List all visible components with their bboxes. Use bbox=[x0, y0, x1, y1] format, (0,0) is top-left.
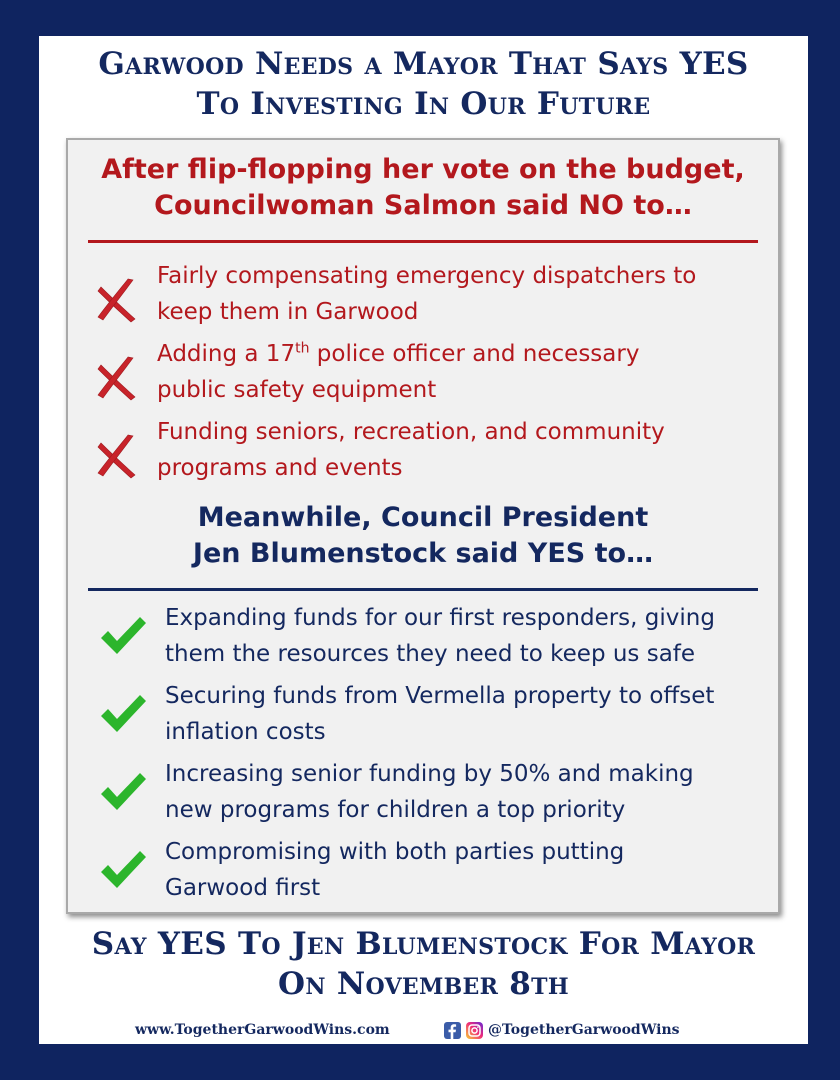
salmon-heading-line2: Councilwoman Salmon said NO to… bbox=[154, 190, 692, 221]
website-link[interactable]: www.TogetherGarwoodWins.com bbox=[135, 1022, 390, 1038]
top-headline-line2: To Investing In Our Future bbox=[196, 86, 651, 122]
no-item-line1-pre: Adding a 17 bbox=[157, 341, 296, 367]
red-x-icon bbox=[94, 276, 142, 324]
no-list-item bbox=[68, 336, 778, 412]
flyer bbox=[39, 36, 808, 1044]
yes-item-line1: Securing funds from Vermella property to offset bbox=[165, 683, 715, 709]
footer bbox=[39, 1020, 808, 1042]
yes-list-item bbox=[68, 600, 778, 676]
yes-item-line2: them the resources they need to keep us safe bbox=[165, 641, 696, 667]
yes-list-item bbox=[68, 834, 778, 910]
green-check-icon bbox=[98, 692, 148, 736]
yes-item-line1: Increasing senior funding by 50% and making bbox=[165, 761, 694, 787]
no-item-line2: programs and events bbox=[157, 455, 403, 481]
green-check-icon bbox=[98, 848, 148, 892]
yes-item-text bbox=[165, 756, 770, 828]
blumenstock-heading-line1: Meanwhile, Council President bbox=[197, 502, 649, 533]
red-x-icon bbox=[94, 432, 142, 480]
yes-item-line2: inflation costs bbox=[165, 719, 326, 745]
no-item-line1: Funding seniors, recreation, and community bbox=[157, 419, 665, 445]
social-handle-text: @TogetherGarwoodWins bbox=[488, 1022, 680, 1038]
yes-item-text bbox=[165, 678, 770, 750]
no-item-line2: keep them in Garwood bbox=[157, 299, 419, 325]
facebook-icon bbox=[444, 1022, 461, 1039]
no-item-line1: Fairly compensating emergency dispatchers to bbox=[157, 263, 697, 289]
no-item-text bbox=[157, 258, 767, 330]
yes-item-text bbox=[165, 834, 770, 906]
salmon-heading bbox=[68, 152, 778, 224]
no-item-text bbox=[157, 336, 767, 408]
closing-headline bbox=[39, 924, 808, 1004]
yes-item-line2: Garwood first bbox=[165, 875, 321, 901]
yes-list-item bbox=[68, 756, 778, 832]
no-list-item bbox=[68, 258, 778, 334]
blumenstock-heading bbox=[68, 500, 778, 572]
green-check-icon bbox=[98, 614, 148, 658]
yes-item-line1: Expanding funds for our first responders, giving bbox=[165, 605, 715, 631]
closing-headline-line2: On November 8th bbox=[278, 966, 569, 1002]
green-check-icon bbox=[98, 770, 148, 814]
top-headline bbox=[39, 44, 808, 124]
red-divider bbox=[88, 240, 758, 243]
no-item-line1-post: police officer and necessary bbox=[309, 341, 640, 367]
yes-item-text bbox=[165, 600, 770, 672]
blumenstock-heading-line2: Jen Blumenstock said YES to… bbox=[192, 538, 654, 569]
no-item-line1 bbox=[157, 336, 767, 372]
ordinal-superscript: th bbox=[295, 340, 310, 357]
yes-item-line1: Compromising with both parties putting bbox=[165, 839, 625, 865]
yes-item-line2: new programs for children a top priority bbox=[165, 797, 626, 823]
instagram-icon bbox=[466, 1022, 483, 1039]
salmon-heading-line1: After flip-flopping her vote on the budget, bbox=[101, 154, 745, 185]
no-item-line2: public safety equipment bbox=[157, 377, 437, 403]
no-item-text bbox=[157, 414, 767, 486]
comparison-panel bbox=[66, 138, 780, 914]
top-headline-line1: Garwood Needs a Mayor That Says YES bbox=[98, 46, 749, 82]
yes-list-item bbox=[68, 678, 778, 754]
red-x-icon bbox=[94, 354, 142, 402]
blue-divider bbox=[88, 588, 758, 591]
no-list-item bbox=[68, 414, 778, 490]
closing-headline-line1: Say YES To Jen Blumenstock For Mayor bbox=[91, 926, 756, 962]
